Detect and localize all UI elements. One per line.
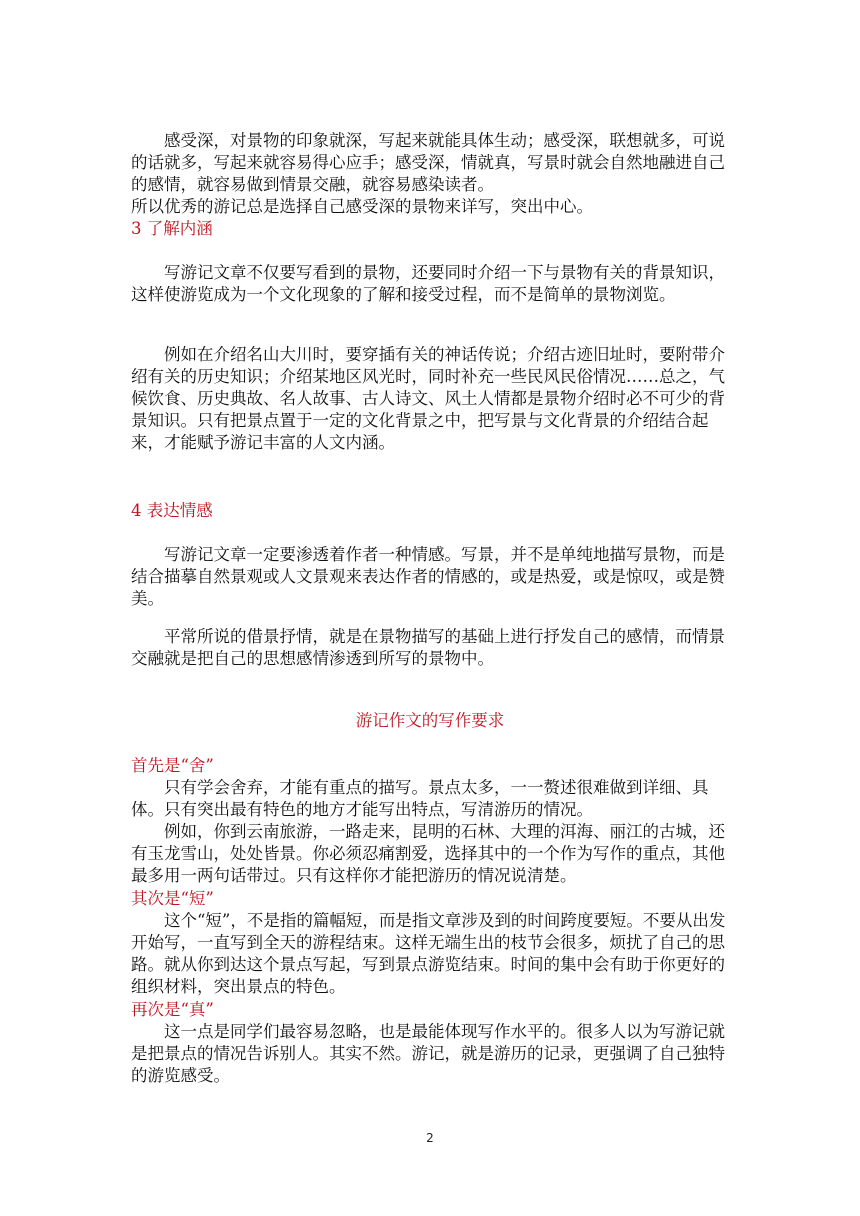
requirement-3-body — [131, 1021, 731, 1087]
section-3-paragraph-2 — [131, 344, 731, 454]
paragraph: 平常所说的借景抒情，就是在景物描写的基础上进行抒发自己的感情，而情景交融就是把自己的思想感情渗透到所写的景物中。 — [131, 627, 725, 668]
paragraph: 写游记文章一定要渗透着作者一种情感。写景，并不是单纯地描写景物，而是结合描摹自然景观或人文景观来表达作者的情感的，或是热爱，或是惊叹，或是赞美。 — [131, 545, 725, 608]
section-3-paragraph-1 — [131, 262, 731, 306]
section-heading-3: 3 了解内涵 — [131, 219, 213, 238]
paragraph: 这个“短”，不是指的篇幅短，而是指文章涉及到的时间跨度要短。不要从出发开始写，一直写到全天的游程结束。这样无端生出的枝节会很多，烦扰了自己的思路。就从你到达这个景点写起，写到景点游览结束。时间的集中会有助于你更好的组织材料，突出景点的特色。 — [131, 911, 726, 996]
intro-section — [131, 130, 731, 218]
section-4-paragraph-1 — [131, 544, 731, 610]
requirement-heading-2: 其次是“短” — [131, 889, 214, 908]
paragraph: 例如，你到云南旅游，一路走来，昆明的石林、大理的洱海、丽江的古城，还有玉龙雪山，处处皆景。你必须忍痛割爱，选择其中的一个作为写作的重点，其他最多用一两句话带过。只有这样你才能把游历的情况说清楚。 — [131, 822, 725, 885]
paragraph: 只有学会舍弃，才能有重点的描写。景点太多，一一赘述很难做到详细、具体。只有突出最有特色的地方才能写出特点，写清游历的情况。 — [131, 778, 709, 819]
paragraph: 例如在介绍名山大川时，要穿插有关的神话传说；介绍古迹旧址时，要附带介绍有关的历史知识；介绍某地区风光时，同时补充一些民风民俗情况……总之，气候饮食、历史典故、名人故事、古人诗文、风土人情都是景物介绍时必不可少的背景知识。只有把景点置于一定的文化背景之中，把写景与文化背景的介绍结合起来，才能赋予游记丰富的人文内涵。 — [131, 345, 725, 452]
section-4-paragraph-2 — [131, 626, 731, 670]
requirement-heading-3: 再次是“真” — [131, 1000, 214, 1019]
paragraph: 感受深，对景物的印象就深，写起来就能具体生动；感受深，联想就多，可说的话就多，写起来就容易得心应手；感受深，情就真，写景时就会自然地融进自己的感情，就容易做到情景交融，就容易感染读者。 — [131, 131, 725, 194]
requirement-2-body — [131, 910, 731, 998]
requirements-title: 游记作文的写作要求 — [355, 711, 505, 730]
requirement-1-body — [131, 777, 731, 887]
paragraph: 所以优秀的游记总是选择自己感受深的景物来详写，突出中心。 — [131, 197, 593, 216]
paragraph: 写游记文章不仅要写看到的景物，还要同时介绍一下与景物有关的背景知识，这样使游览成为一个文化现象的了解和接受过程，而不是简单的景物浏览。 — [131, 263, 725, 304]
requirement-heading-1: 首先是“舍” — [131, 756, 214, 775]
section-heading-4: 4 表达情感 — [131, 501, 213, 520]
page-number: 2 — [426, 1131, 434, 1145]
paragraph: 这一点是同学们最容易忽略，也是最能体现写作水平的。很多人以为写游记就是把景点的情况告诉别人。其实不然。游记，就是游历的记录，更强调了自己独特的游览感受。 — [131, 1022, 725, 1085]
